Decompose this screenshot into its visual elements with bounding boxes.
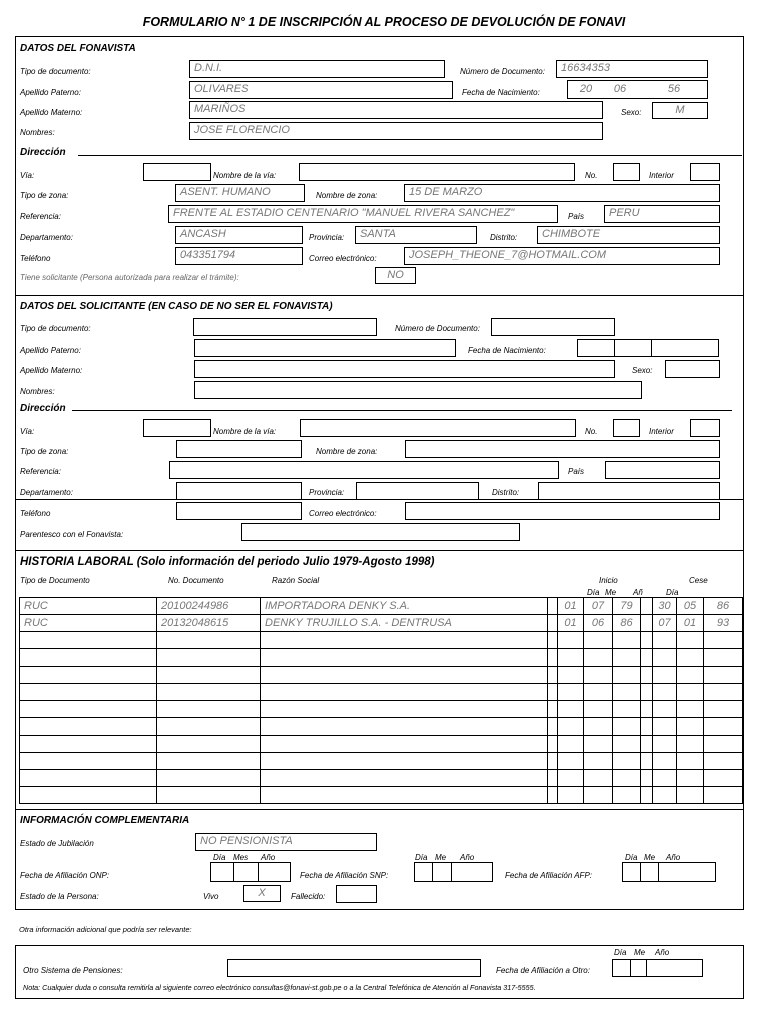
solicitante-num-doc-field[interactable] bbox=[491, 318, 615, 336]
fonavista-fecha-anio[interactable]: 56 bbox=[667, 83, 681, 95]
complementaria-estado-persona-label: Estado de la Persona: bbox=[20, 892, 99, 901]
direccion2-no-field[interactable] bbox=[613, 419, 640, 437]
afp-fecha-dia[interactable] bbox=[622, 862, 641, 882]
direccion2-departamento-field[interactable] bbox=[176, 482, 302, 500]
historia-row-2-ini-dia[interactable]: 01 bbox=[564, 617, 577, 629]
solicitante-nombres-field[interactable] bbox=[194, 381, 642, 399]
fonavista-ap-materno-field[interactable]: MARIÑOS bbox=[189, 101, 603, 119]
grid-h bbox=[19, 735, 743, 736]
historia-row-1-ces-anio[interactable]: 86 bbox=[716, 600, 730, 612]
snp-anio-header: Año bbox=[460, 853, 475, 862]
direccion1-distrito-label: Distrito: bbox=[490, 233, 518, 242]
direccion2-distrito-field[interactable] bbox=[538, 482, 720, 500]
afp-fecha-mes[interactable] bbox=[640, 862, 659, 882]
direccion2-interior-field[interactable] bbox=[690, 419, 720, 437]
historia-row-2-numero[interactable]: 20132048615 bbox=[161, 617, 229, 629]
footer-fecha-dia[interactable] bbox=[612, 959, 631, 977]
section-divider-2 bbox=[15, 550, 744, 551]
direccion1-departamento-label: Departamento: bbox=[20, 233, 73, 242]
complementaria-afil-afp-label: Fecha de Afiliación AFP: bbox=[505, 871, 593, 880]
complementaria-afil-snp-label: Fecha de Afiliación SNP: bbox=[300, 871, 389, 880]
onp-fecha-mes[interactable] bbox=[233, 862, 259, 882]
solicitante-ap-paterno-label: Apellido Paterno: bbox=[20, 346, 81, 355]
direccion2-rule bbox=[72, 410, 732, 411]
fonavista-sexo-field[interactable]: M bbox=[652, 102, 708, 119]
direccion2-nombre-via-field[interactable] bbox=[300, 419, 576, 437]
historia-row-1-ini-mes[interactable]: 07 bbox=[591, 600, 605, 612]
direccion1-no-field[interactable] bbox=[613, 163, 640, 181]
direccion2-pais-field[interactable] bbox=[605, 461, 720, 479]
afp-mes-header: Me bbox=[644, 853, 656, 862]
direccion1-via-field[interactable] bbox=[143, 163, 211, 181]
historia-col-ces-dia: Día bbox=[666, 588, 679, 597]
complementaria-fallecido-checkbox[interactable] bbox=[336, 885, 377, 903]
form-title: FORMULARIO N° 1 DE INSCRIPCIÓN AL PROCESO DE DEVOLUCIÓN DE FONAVI bbox=[142, 15, 626, 29]
direccion1-rule bbox=[78, 155, 742, 156]
direccion1-pais-label: País bbox=[568, 212, 585, 221]
direccion2-no-label: No. bbox=[585, 427, 598, 436]
direccion2-parentesco-field[interactable] bbox=[241, 523, 520, 541]
footer-fecha-mes[interactable] bbox=[630, 959, 647, 977]
direccion2-via-label: Vía: bbox=[20, 427, 35, 436]
direccion2-provincia-label: Provincia: bbox=[309, 488, 345, 497]
complementaria-vivo-label: Vivo bbox=[203, 892, 219, 901]
direccion2-heading: Dirección bbox=[20, 403, 66, 414]
snp-fecha-dia[interactable] bbox=[414, 862, 433, 882]
direccion2-telefono-label: Teléfono bbox=[20, 509, 51, 518]
historia-table bbox=[19, 597, 743, 804]
historia-heading: HISTORIA LABORAL (Solo información del periodo Julio 1979-Agosto 1998) bbox=[20, 556, 435, 568]
solicitante-ap-materno-label: Apellido Materno: bbox=[20, 366, 83, 375]
footer-otro-sistema-label: Otro Sistema de Pensiones: bbox=[23, 966, 123, 975]
direccion1-departamento-field[interactable]: ANCASH bbox=[175, 226, 303, 244]
historia-row-2-tipo[interactable]: RUC bbox=[24, 617, 48, 629]
grid-h bbox=[19, 769, 743, 770]
complementaria-estado-jub-label: Estado de Jubilación bbox=[20, 839, 94, 848]
direccion1-heading: Dirección bbox=[20, 147, 66, 158]
direccion1-telefono-field[interactable]: 043351794 bbox=[175, 247, 303, 265]
grid-h bbox=[19, 597, 743, 598]
direccion1-provincia-label: Provincia: bbox=[309, 233, 345, 242]
fonavista-tipo-doc-label: Tipo de documento: bbox=[20, 67, 91, 76]
grid-h bbox=[19, 717, 743, 718]
direccion1-nombre-via-field[interactable] bbox=[299, 163, 575, 181]
afp-fecha-anio[interactable] bbox=[658, 862, 716, 882]
direccion1-referencia-field[interactable]: FRENTE AL ESTADIO CENTENARIO "MANUEL RIVERA SANCHEZ" bbox=[168, 205, 558, 223]
fonavista-fecha-dia[interactable]: 20 bbox=[579, 83, 593, 95]
solicitante-ap-materno-field[interactable] bbox=[194, 360, 615, 378]
direccion1-nombre-zona-label: Nombre de zona: bbox=[316, 191, 378, 200]
grid-h bbox=[19, 631, 743, 632]
fonavista-ap-materno-label: Apellido Materno: bbox=[20, 108, 83, 117]
snp-dia-header: Día bbox=[415, 853, 428, 862]
solicitante-tipo-doc-label: Tipo de documento: bbox=[20, 324, 91, 333]
afp-dia-header: Día bbox=[625, 853, 638, 862]
fonavista-nombres-field[interactable]: JOSE FLORENCIO bbox=[189, 122, 603, 140]
fonavista-heading: DATOS DEL FONAVISTA bbox=[20, 43, 136, 54]
direccion1-tipo-zona-field[interactable]: ASENT. HUMANO bbox=[175, 184, 305, 202]
section-divider-1 bbox=[15, 295, 744, 296]
direccion1-nombre-zona-field[interactable]: 15 DE MARZO bbox=[404, 184, 720, 202]
fonavista-num-doc-field[interactable]: 16634353 bbox=[556, 60, 708, 78]
historia-col-tipo: Tipo de Documento bbox=[20, 576, 90, 585]
direccion2-tipo-zona-label: Tipo de zona: bbox=[20, 447, 69, 456]
grid-h bbox=[19, 700, 743, 701]
solicitante-fecha-dia[interactable] bbox=[577, 339, 615, 357]
direccion2-interior-label: Interior bbox=[649, 427, 674, 436]
direccion1-tipo-zona-label: Tipo de zona: bbox=[20, 191, 69, 200]
onp-anio-header: Año bbox=[261, 853, 276, 862]
solicitante-nombres-label: Nombres: bbox=[20, 387, 55, 396]
historia-row-2-ini-anio[interactable]: 86 bbox=[620, 617, 633, 629]
fonavista-sexo-label: Sexo: bbox=[621, 108, 642, 117]
footer-mes-header: Me bbox=[634, 948, 646, 957]
direccion1-solicitante-label: Tiene solicitante (Persona autorizada para realizar el trámite): bbox=[20, 273, 239, 282]
onp-fecha-dia[interactable] bbox=[210, 862, 234, 882]
direccion2-inner-rule bbox=[15, 499, 744, 500]
complementaria-afil-onp-label: Fecha de Afiliación ONP: bbox=[20, 871, 110, 880]
direccion2-nombre-zona-field[interactable] bbox=[405, 440, 720, 458]
direccion2-parentesco-label: Parentesco con el Fonavista: bbox=[20, 530, 124, 539]
direccion2-referencia-field[interactable] bbox=[169, 461, 559, 479]
direccion1-no-label: No. bbox=[585, 171, 598, 180]
footer-dia-header: Día bbox=[614, 948, 627, 957]
fonavista-tipo-doc-field[interactable]: D.N.I. bbox=[189, 60, 445, 78]
footer-fecha-otro-label: Fecha de Afiliación a Otro: bbox=[496, 966, 590, 975]
direccion2-telefono-field[interactable] bbox=[176, 502, 302, 520]
historia-row-1-tipo[interactable]: RUC bbox=[24, 600, 48, 612]
solicitante-heading: DATOS DEL SOLICITANTE (EN CASO DE NO SER EL FONAVISTA) bbox=[20, 301, 333, 312]
direccion2-nombre-via-label: Nombre de la vía: bbox=[213, 427, 277, 436]
historia-row-2-ces-dia[interactable]: 07 bbox=[658, 617, 671, 629]
direccion2-provincia-field[interactable] bbox=[356, 482, 479, 500]
direccion1-interior-field[interactable] bbox=[690, 163, 720, 181]
fonavista-fecha-mes[interactable]: 06 bbox=[613, 83, 627, 95]
historia-col-cese: Cese bbox=[689, 576, 708, 585]
historia-row-2-ces-mes[interactable]: 01 bbox=[683, 617, 697, 629]
solicitante-fecha-nac-label: Fecha de Nacimiento: bbox=[468, 346, 546, 355]
snp-fecha-anio[interactable] bbox=[451, 862, 493, 882]
historia-col-ini-dia: Día bbox=[587, 588, 600, 597]
solicitante-sexo-label: Sexo: bbox=[632, 366, 653, 375]
onp-mes-header: Mes bbox=[233, 853, 249, 862]
grid-h bbox=[19, 752, 743, 753]
historia-row-1-ces-mes[interactable]: 05 bbox=[683, 600, 697, 612]
direccion2-referencia-label: Referencia: bbox=[20, 467, 61, 476]
historia-row-2-ini-mes[interactable]: 06 bbox=[591, 617, 605, 629]
onp-dia-header: Día bbox=[213, 853, 226, 862]
complementaria-fallecido-label: Fallecido: bbox=[291, 892, 326, 901]
fonavista-nombres-label: Nombres: bbox=[20, 128, 55, 137]
grid-h bbox=[19, 803, 743, 804]
direccion1-telefono-label: Teléfono bbox=[20, 254, 51, 263]
snp-mes-header: Me bbox=[435, 853, 447, 862]
grid-h bbox=[19, 648, 743, 649]
solicitante-sexo-field[interactable] bbox=[665, 360, 720, 378]
fonavista-fecha-nac-label: Fecha de Nacimiento: bbox=[462, 88, 540, 97]
complementaria-estado-jub-field[interactable]: NO PENSIONISTA bbox=[195, 833, 377, 851]
direccion2-distrito-label: Distrito: bbox=[492, 488, 520, 497]
footer-otro-sistema-field[interactable] bbox=[227, 959, 481, 977]
grid-h bbox=[19, 666, 743, 667]
direccion1-correo-label: Correo electrónico: bbox=[309, 254, 377, 263]
complementaria-vivo-checkbox[interactable]: X bbox=[243, 885, 281, 902]
direccion1-correo-field[interactable]: JOSEPH_THEONE_7@HOTMAIL.COM bbox=[404, 247, 720, 265]
direccion1-nombre-via-label: Nombre de la vía: bbox=[213, 171, 277, 180]
fonavista-ap-paterno-label: Apellido Paterno: bbox=[20, 88, 81, 97]
footer-anio-header: Año bbox=[655, 948, 670, 957]
onp-fecha-anio[interactable] bbox=[258, 862, 291, 882]
direccion1-solicitante-field[interactable]: NO bbox=[375, 267, 416, 284]
snp-fecha-mes[interactable] bbox=[432, 862, 452, 882]
historia-col-numero: No. Documento bbox=[168, 576, 224, 585]
section-divider-3 bbox=[15, 809, 744, 810]
solicitante-tipo-doc-field[interactable] bbox=[193, 318, 377, 336]
footer-fecha-anio[interactable] bbox=[646, 959, 703, 977]
direccion1-via-label: Vía: bbox=[20, 171, 35, 180]
afp-anio-header: Año bbox=[666, 853, 681, 862]
historia-row-2-ces-anio[interactable]: 93 bbox=[716, 617, 730, 629]
footer-nota: Nota: Cualquier duda o consulta remitirla al siguiente correo electrónico consultas@fonavi-st.gob.pe o a la Central Telefónica de Atención al Fonavista 317-5555. bbox=[23, 983, 536, 992]
direccion2-correo-field[interactable] bbox=[405, 502, 720, 520]
historia-col-razon: Razón Social bbox=[272, 576, 320, 585]
solicitante-ap-paterno-field[interactable] bbox=[194, 339, 456, 357]
direccion2-pais-label: País bbox=[568, 467, 585, 476]
solicitante-fecha-mes[interactable] bbox=[614, 339, 652, 357]
direccion1-distrito-field[interactable]: CHIMBOTE bbox=[537, 226, 720, 244]
direccion1-interior-label: Interior bbox=[649, 171, 674, 180]
grid-h bbox=[19, 786, 743, 787]
solicitante-fecha-anio[interactable] bbox=[651, 339, 719, 357]
complementaria-heading: INFORMACIÓN COMPLEMENTARIA bbox=[20, 815, 190, 826]
grid-h bbox=[19, 683, 743, 684]
historia-row-1-numero[interactable]: 20100244986 bbox=[161, 600, 229, 612]
direccion1-referencia-label: Referencia: bbox=[20, 212, 61, 221]
historia-row-1-ces-dia[interactable]: 30 bbox=[658, 600, 671, 612]
historia-row-1-ini-anio[interactable]: 79 bbox=[620, 600, 633, 612]
direccion2-nombre-zona-label: Nombre de zona: bbox=[316, 447, 378, 456]
grid-h bbox=[19, 614, 743, 615]
historia-col-inicio: Inicio bbox=[599, 576, 618, 585]
fonavista-num-doc-label: Número de Documento: bbox=[460, 67, 545, 76]
historia-col-ini-anio: Añ bbox=[633, 588, 643, 597]
direccion2-correo-label: Correo electrónico: bbox=[309, 509, 377, 518]
otra-info-label: Otra información adicional que podría ser relevante: bbox=[19, 925, 192, 934]
direccion2-departamento-label: Departamento: bbox=[20, 488, 73, 497]
direccion1-provincia-field[interactable]: SANTA bbox=[355, 226, 477, 244]
historia-row-2-razon[interactable]: DENKY TRUJILLO S.A. - DENTRUSA bbox=[265, 617, 452, 629]
historia-row-1-ini-dia[interactable]: 01 bbox=[564, 600, 577, 612]
historia-row-1-razon[interactable]: IMPORTADORA DENKY S.A. bbox=[265, 600, 411, 612]
direccion1-pais-field[interactable]: PERU bbox=[604, 205, 720, 223]
fonavista-ap-paterno-field[interactable]: OLIVARES bbox=[189, 81, 453, 99]
historia-col-ini-mes: Me bbox=[605, 588, 617, 597]
direccion2-via-field[interactable] bbox=[143, 419, 211, 437]
solicitante-num-doc-label: Número de Documento: bbox=[395, 324, 480, 333]
direccion2-tipo-zona-field[interactable] bbox=[176, 440, 302, 458]
